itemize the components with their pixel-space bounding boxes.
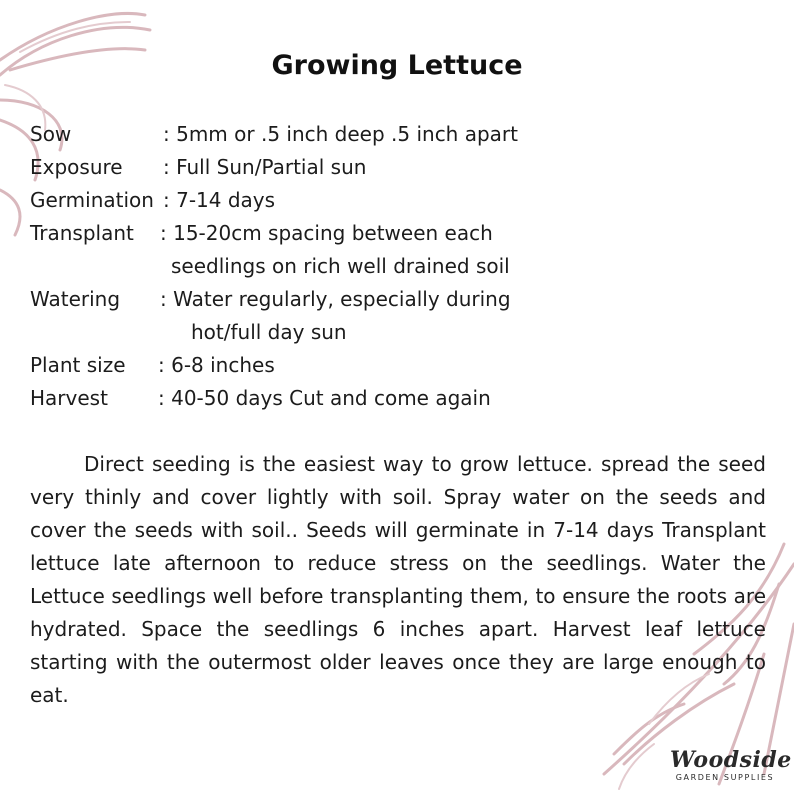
fact-row-sow <box>30 118 518 151</box>
fact-label: Plant size <box>30 353 126 377</box>
logo-subtitle: GARDEN SUPPLIES <box>675 773 775 782</box>
fact-row-watering <box>30 283 518 316</box>
fact-row-plant-size <box>30 349 518 382</box>
fact-value: : Full Sun/Partial sun <box>163 155 367 179</box>
fact-row-transplant <box>30 217 518 250</box>
fact-row-germination <box>30 184 518 217</box>
brand-logo <box>670 747 792 784</box>
fact-label: Exposure <box>30 155 123 179</box>
growing-facts <box>30 118 518 415</box>
fact-value: : 5mm or .5 inch deep .5 inch apart <box>163 122 518 146</box>
page-title: Growing Lettuce <box>271 50 523 81</box>
fact-value: : 15-20cm spacing between each <box>160 221 493 245</box>
fact-label: Transplant <box>30 221 134 245</box>
fact-value: : Water regularly, especially during <box>160 287 511 311</box>
fact-value: : 40-50 days Cut and come again <box>158 386 491 410</box>
fact-label: Watering <box>30 287 121 311</box>
logo-script-text: Woodside <box>670 747 792 773</box>
fact-row-exposure <box>30 151 518 184</box>
fact-label: Sow <box>30 122 72 146</box>
fact-row-harvest <box>30 382 518 415</box>
fact-label: Germination <box>30 188 154 212</box>
fact-continuation: hot/full day sun <box>191 320 347 344</box>
fact-label: Harvest <box>30 386 108 410</box>
fact-value: : 6-8 inches <box>158 353 275 377</box>
fact-value: : 7-14 days <box>163 188 276 212</box>
instructions-paragraph: Direct seeding is the easiest way to grow lettuce. spread the seed very thinly and cover lightly with soil. Spray water on the seeds and cover the seeds with soil.. Seeds will germinate in 7-14 days Transplant lettuce late afternoon to reduce stress on the seedlings. Water the Lettuce seedlings well before transplanting them, to ensure the roots are hydrated. Space the seedlings 6 inches apart. Harvest leaf lettuce starting with the outermost older leaves once they are large enough to eat. <box>30 452 766 707</box>
fact-continuation: seedlings on rich well drained soil <box>171 254 510 278</box>
